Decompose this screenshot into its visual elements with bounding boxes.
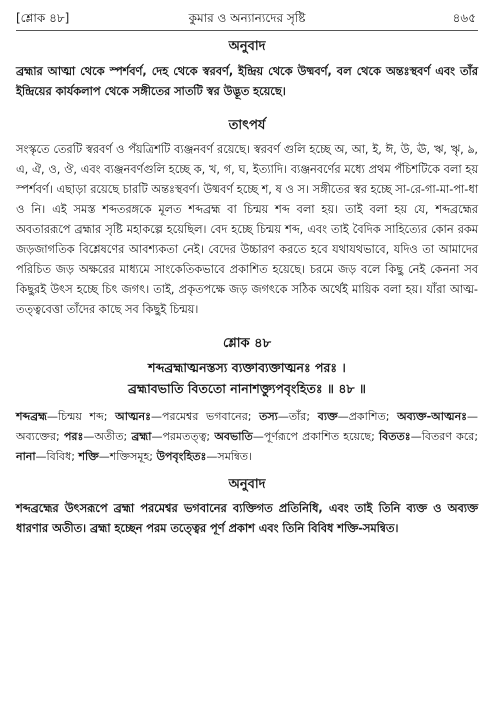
synonym-word: নানা xyxy=(16,450,36,463)
synonym-meaning: পরমতত্ত্ব xyxy=(162,430,207,443)
verse-line-2: ব্রহ্মাবভাতি বিততো নানাশক্ত্যুপবৃংহিতঃ ॥ ৪৮ ॥ xyxy=(128,381,366,396)
synonym-meaning: তাঁর xyxy=(288,410,307,423)
synonym-meaning: বিতরণ করে xyxy=(421,430,475,443)
page-number: ৪৬৫ xyxy=(452,11,476,25)
translation-text: ব্রহ্মার আত্মা থেকে স্পর্শবর্ণ, দেহ থেকে স্বরবর্ণ, ইন্দ্রিয় থেকে উষ্মবর্ণ, বল থেকে অন্তঃস্থবর্ণ এবং তাঁর ইন্দ্রিয়ের কার্যকলাপ থেকে সঙ্গীতের সাতটি স্বর উদ্ভূত হয়েছে। xyxy=(16,65,478,98)
synonym-word: তস্য xyxy=(259,410,278,423)
verse-reference: [শ্লোক ৪৮] xyxy=(16,11,70,25)
synonym-meaning: অতীত xyxy=(94,430,124,443)
synonym-meaning: পূর্ণরূপে প্রকাশিত হয়েছে xyxy=(263,430,372,443)
synonym-word: আত্মনঃ xyxy=(115,410,151,423)
verse-heading: শ্লোক ৪৮ xyxy=(222,336,272,351)
synonym-word: পরঃ xyxy=(63,430,84,443)
synonym-word: ব্রহ্মা xyxy=(131,430,152,443)
synonym-meaning: সমন্বিত xyxy=(217,450,249,463)
translation-text-2: শব্দব্রহ্মের উৎসরূপে ব্রহ্মা পরমেশ্বর ভগবানের ব্যক্তিগত প্রতিনিধি, এবং তাই তিনি ব্যক্ত ও অব্যক্ত ধারণার অতীত। ব্রহ্মা হচ্ছেন পরম তত্ত্বের পূর্ণ প্রকাশ এবং তিনি বিবিধ শক্তি-সমন্বিত। xyxy=(16,502,478,535)
synonym-meaning: বিবিধ xyxy=(46,450,72,463)
synonym-word: উপবৃংহিতঃ xyxy=(156,450,207,463)
synonym-word: শক্তি xyxy=(78,450,99,463)
purport-text: সংস্কৃতে তেরটি স্বরবর্ণ ও পঁয়ত্রিশটি ব্যঞ্জনবর্ণ রয়েছে। স্বরবর্ণ গুলি হচ্ছে অ, আ, ই, ঈ, উ, ঊ, ঋ, ৠ, ঌ, এ, ঐ, ও, ঔ, এবং ব্যঞ্জনবর্ণগুলি হচ্ছে ক, খ, গ, ঘ, ইত্যাদি। ব্যঞ্জনবর্ণের মধ্যে প্রথম পঁচিশটিকে বলা হয় স্পর্শবর্ণ। এছাড়া রয়েছে চারটি অন্তঃস্থবর্ণ। উষ্মবর্ণ হচ্ছে শ, ষ ও স। সঙ্গীতের স্বর হচ্ছে সা-রে-গা-মা-পা-ধা ও নি। এই সমস্ত শব্দতরঙ্গকে মূলত শব্দব্রহ্ম বা চিন্ময় শব্দ বলা হয়। তাই বলা হয় যে, শব্দব্রহ্মের অবতাররূপে ব্রহ্মার সৃষ্টি মহাকল্পে হয়েছিল। বেদ হচ্ছে চিন্ময় শব্দ, এবং তাই বৈদিক সাহিত্যের কোন রকম জড়জাগতিক বিশ্লেষণের আবশ্যকতা নেই। বেদের উচ্চারণ করতে হবে যথাযথভাবে, যদিও তা আমাদের পরিচিত জড় অক্ষরের মাধ্যমে সাংকেতিকভাবে প্রকাশিত হয়েছে। চরমে জড় বলে কিছু নেই কেননা সব কিছুরই উৎস হচ্ছে চিৎ জগৎ। তাই, প্রকৃতপক্ষে জড় জগৎকে সঠিক অর্থেই মায়িক বলা হয়। যাঁরা আত্ম-তত্ত্ববেত্তা তাঁদের কাছে সব কিছুই চিন্ময়। xyxy=(16,143,478,316)
synonym-word: শব্দব্রহ্ম xyxy=(16,410,47,423)
verse-line-1: শব্দব্রহ্মাত্মনস্তস্য ব্যক্তাব্যক্তাত্মনঃ পরঃ । xyxy=(148,360,346,375)
synonym-meaning: চিন্ময় শব্দ xyxy=(58,410,104,423)
translation-heading: অনুবাদ xyxy=(228,39,266,54)
synonym-meaning: অব্যক্তের xyxy=(16,430,56,443)
synonym-meaning: প্রকাশিত xyxy=(348,410,386,423)
synonym-meaning: শক্তিসমূহ xyxy=(109,450,150,463)
synonym-word: ব্যক্ত xyxy=(317,410,338,423)
synonym-word: অবভাতি xyxy=(214,430,253,443)
synonyms-list: শব্দব্রহ্ম—চিন্ময় শব্দ; আত্মনঃ—পরমেশ্বর ভগবানের; তস্য—তাঁর; ব্যক্ত—প্রকাশিত; অব্যক্ত-আত্মনঃ—অব্যক্তের; পরঃ—অতীত; ব্রহ্মা—পরমতত্ত্ব; অবভাতি—পূর্ণরূপে প্রকাশিত হয়েছে; বিততঃ—বিতরণ করে; নানা—বিবিধ; শক্তি—শক্তিসমূহ; উপবৃংহিতঃ—সমন্বিত। xyxy=(16,410,479,463)
synonym-word: বিততঃ xyxy=(379,430,411,443)
page-header xyxy=(16,8,478,31)
synonym-word: অব্যক্ত-আত্মনঃ xyxy=(397,410,468,423)
purport-heading: তাৎপর্য xyxy=(228,118,266,133)
book-page xyxy=(16,8,478,539)
synonym-meaning: পরমেশ্বর ভগবানের xyxy=(162,410,248,423)
translation-heading-2: অনুবাদ xyxy=(228,477,266,492)
chapter-title: কুমার ও অন্যান্যদের সৃষ্টি xyxy=(188,11,306,25)
